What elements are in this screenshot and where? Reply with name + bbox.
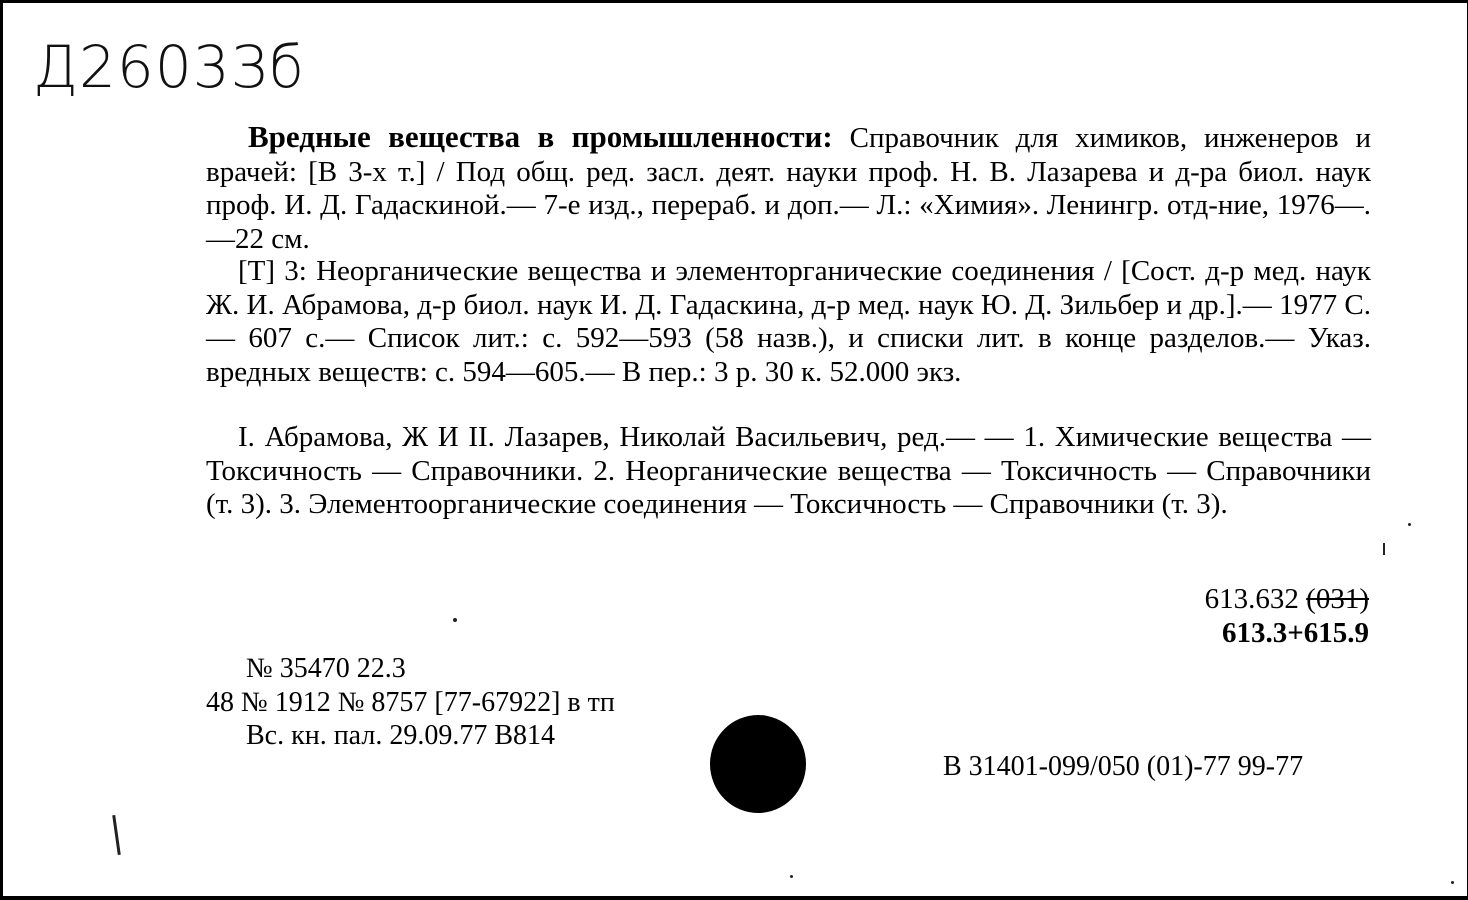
scan-speck	[1383, 543, 1385, 555]
shelfmark: Д2603Зб	[33, 33, 306, 101]
entry-paragraph-volume: [Т] 3: Неорганические вещества и элементорганические соединения / [Сост. д-р мед. наук Ж. И. Абрамова, д-р биол. наук И. Д. Гадаскина, д-р мед. наук Ю. Д. Зильбер и др.].— 1977 С.— 607 с.— Список лит.: с. 592—593 (58 назв.), и списки лит. в конце разделов.— Указ. вредных веществ: с. 594—605.— В пер.: 3 р. 30 к. 52.000 экз.	[206, 255, 1371, 388]
entry-paragraph-tracings: I. Абрамова, Ж И II. Лазарев, Николай Васильевич, ред.— — 1. Химические вещества — Токсичность — Справочники. 2. Неорганические вещества — Токсичность — Справочники (т. 3). 3. Элементоорганические соединения — Токсичность — Справочники (т. 3).	[206, 421, 1371, 520]
entry-title: Вредные вещества в промышленности:	[248, 119, 833, 154]
scan-speck	[790, 875, 793, 878]
scan-mark	[112, 815, 121, 855]
punch-hole	[710, 715, 806, 813]
entry-description: Справочник для химиков, инженеров и врачей: [В 3-х т.] / Под общ. ред. засл. деят. науки проф. Н. В. Лазарева и д-ра биол. наук проф. И. Д. Гадаскиной.— 7-е изд., перераб. и доп.— Л.: «Химия». Ленингр. отд-ние, 1976—. —22 см.	[206, 122, 1371, 255]
udk-code-struck: (031)	[1306, 583, 1369, 615]
print-order-line: 48 № 1912 № 8757 [77-67922] в тп	[206, 687, 615, 718]
udk-code-primary-value: 613.632	[1204, 583, 1307, 615]
registration-number: № 35470 22.3	[246, 653, 406, 684]
scan-speck	[1451, 881, 1454, 884]
udk-code-primary	[1205, 583, 1369, 615]
publisher-code: В 31401-099/050 (01)-77 99-77	[943, 751, 1304, 782]
scan-speck	[453, 618, 457, 622]
udk-code-secondary: 613.3+615.9	[1221, 617, 1369, 649]
book-chamber-line: Вс. кн. пал. 29.09.77 В814	[246, 720, 555, 751]
scan-speck	[1408, 523, 1411, 526]
entry-paragraph-main	[206, 120, 1371, 256]
